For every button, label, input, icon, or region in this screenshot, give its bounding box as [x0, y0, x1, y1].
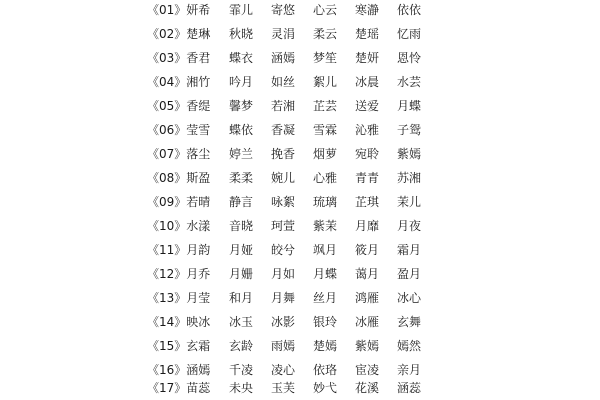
name-cell: 婷兰 [229, 147, 254, 161]
name-cell: 冰玉 [229, 315, 254, 329]
name-cell: 送爱 [355, 99, 380, 113]
name-cell: 沁雅 [355, 123, 380, 137]
name-cell: 丝月 [313, 291, 338, 305]
name-cell: 婉儿 [271, 171, 296, 185]
name-cell: 柔柔 [229, 171, 254, 185]
list-row [0, 22, 600, 46]
list-row [0, 94, 600, 118]
name-cell: 香凝 [271, 123, 296, 137]
list-row [0, 286, 600, 310]
name-cell: 霏儿 [229, 3, 254, 17]
row-lead: 《16》涵嫣 [147, 363, 211, 377]
name-cell: 恩怜 [397, 51, 422, 65]
name-cell: 涵蕊 [397, 381, 422, 395]
list-row [0, 190, 600, 214]
list-row [0, 46, 600, 70]
name-cell: 月蝶 [313, 267, 338, 281]
name-cell: 心云 [313, 3, 338, 17]
name-cell: 心雅 [313, 171, 338, 185]
list-row [0, 310, 600, 334]
name-cell: 忆雨 [397, 27, 422, 41]
name-cell: 蝶衣 [229, 51, 254, 65]
name-cell: 冰雁 [355, 315, 380, 329]
name-cell: 依珞 [313, 363, 338, 377]
name-cell: 茉儿 [397, 195, 422, 209]
name-cell: 琉璃 [313, 195, 338, 209]
name-cell: 依依 [397, 3, 422, 17]
name-cell: 梦笙 [313, 51, 338, 65]
row-lead: 《13》月莹 [147, 291, 211, 305]
name-cell: 寄悠 [271, 3, 296, 17]
row-lead: 《09》若晴 [147, 195, 211, 209]
name-cell: 音晓 [229, 219, 254, 233]
name-cell: 和月 [229, 291, 254, 305]
row-lead: 《10》水漾 [147, 219, 211, 233]
name-cell: 水芸 [397, 75, 422, 89]
name-cell: 宦凌 [355, 363, 380, 377]
row-lead: 《05》香缇 [147, 99, 211, 113]
name-cell: 月舞 [271, 291, 296, 305]
name-cell: 静言 [229, 195, 254, 209]
name-cell: 芷芸 [313, 99, 338, 113]
name-cell: 玄龄 [229, 339, 254, 353]
name-cell: 青青 [355, 171, 380, 185]
row-lead: 《04》湘竹 [147, 75, 211, 89]
name-cell: 灵涓 [271, 27, 296, 41]
name-cell: 絮儿 [313, 75, 338, 89]
name-cell: 宛聆 [355, 147, 380, 161]
name-cell: 雨嫣 [271, 339, 296, 353]
name-cell: 珂萱 [271, 219, 296, 233]
name-cell: 月靡 [355, 219, 380, 233]
list-row [0, 166, 600, 190]
name-cell: 月娅 [229, 243, 254, 257]
name-cell: 银玲 [313, 315, 338, 329]
name-cell: 楚嫣 [313, 339, 338, 353]
list-row [0, 334, 600, 358]
name-cell: 玉芙 [271, 381, 296, 395]
list-row [0, 70, 600, 94]
name-cell: 柔云 [313, 27, 338, 41]
name-cell: 冰影 [271, 315, 296, 329]
name-cell: 筱月 [355, 243, 380, 257]
name-cell: 涵嫣 [271, 51, 296, 65]
name-cell: 霜月 [397, 243, 422, 257]
name-cell: 芷琪 [355, 195, 380, 209]
name-cell: 咏絮 [271, 195, 296, 209]
name-cell: 楚妍 [355, 51, 380, 65]
name-cell: 玄舞 [397, 315, 422, 329]
name-cell: 皎兮 [271, 243, 296, 257]
name-cell: 子鸳 [397, 123, 422, 137]
row-lead: 《15》玄霜 [147, 339, 211, 353]
row-lead: 《02》楚琳 [147, 27, 211, 41]
name-cell: 紫嫣 [397, 147, 422, 161]
name-cell: 苏湘 [397, 171, 422, 185]
row-lead: 《01》妍希 [147, 3, 211, 17]
row-lead: 《17》苗蕊 [147, 381, 211, 395]
name-cell: 亲月 [397, 363, 422, 377]
name-cell: 花溪 [355, 381, 380, 395]
row-lead: 《06》莹雪 [147, 123, 211, 137]
list-row [0, 142, 600, 166]
row-lead: 《08》斯盈 [147, 171, 211, 185]
name-cell: 月夜 [397, 219, 422, 233]
name-cell: 馨梦 [229, 99, 254, 113]
name-cell: 蔼月 [355, 267, 380, 281]
row-lead: 《07》落尘 [147, 147, 211, 161]
name-cell: 盈月 [397, 267, 422, 281]
name-cell: 妙弋 [313, 381, 338, 395]
row-lead: 《03》香君 [147, 51, 211, 65]
name-cell: 鸿雁 [355, 291, 380, 305]
row-lead: 《14》映冰 [147, 315, 211, 329]
name-cell: 月姗 [229, 267, 254, 281]
name-cell: 飒月 [313, 243, 338, 257]
name-cell: 如丝 [271, 75, 296, 89]
list-row [0, 0, 600, 22]
list-row [0, 376, 600, 400]
name-cell: 挽香 [271, 147, 296, 161]
name-cell: 雪霖 [313, 123, 338, 137]
name-cell: 烟萝 [313, 147, 338, 161]
list-row [0, 118, 600, 142]
name-cell: 月如 [271, 267, 296, 281]
list-row [0, 214, 600, 238]
name-cell: 冰晨 [355, 75, 380, 89]
row-lead: 《11》月韵 [147, 243, 211, 257]
name-cell: 月蝶 [397, 99, 422, 113]
name-cell: 未央 [229, 381, 254, 395]
list-row [0, 238, 600, 262]
name-cell: 千凌 [229, 363, 254, 377]
name-cell: 吟月 [229, 75, 254, 89]
name-cell: 紫嫣 [355, 339, 380, 353]
name-cell: 秋晓 [229, 27, 254, 41]
name-cell: 寒瀞 [355, 3, 380, 17]
list-row [0, 262, 600, 286]
name-cell: 凌心 [271, 363, 296, 377]
name-cell: 冰心 [397, 291, 422, 305]
name-cell: 紫茉 [313, 219, 338, 233]
name-cell: 蝶依 [229, 123, 254, 137]
name-cell: 楚瑶 [355, 27, 380, 41]
row-lead: 《12》月乔 [147, 267, 211, 281]
name-cell: 嫣然 [397, 339, 422, 353]
name-cell: 若湘 [271, 99, 296, 113]
